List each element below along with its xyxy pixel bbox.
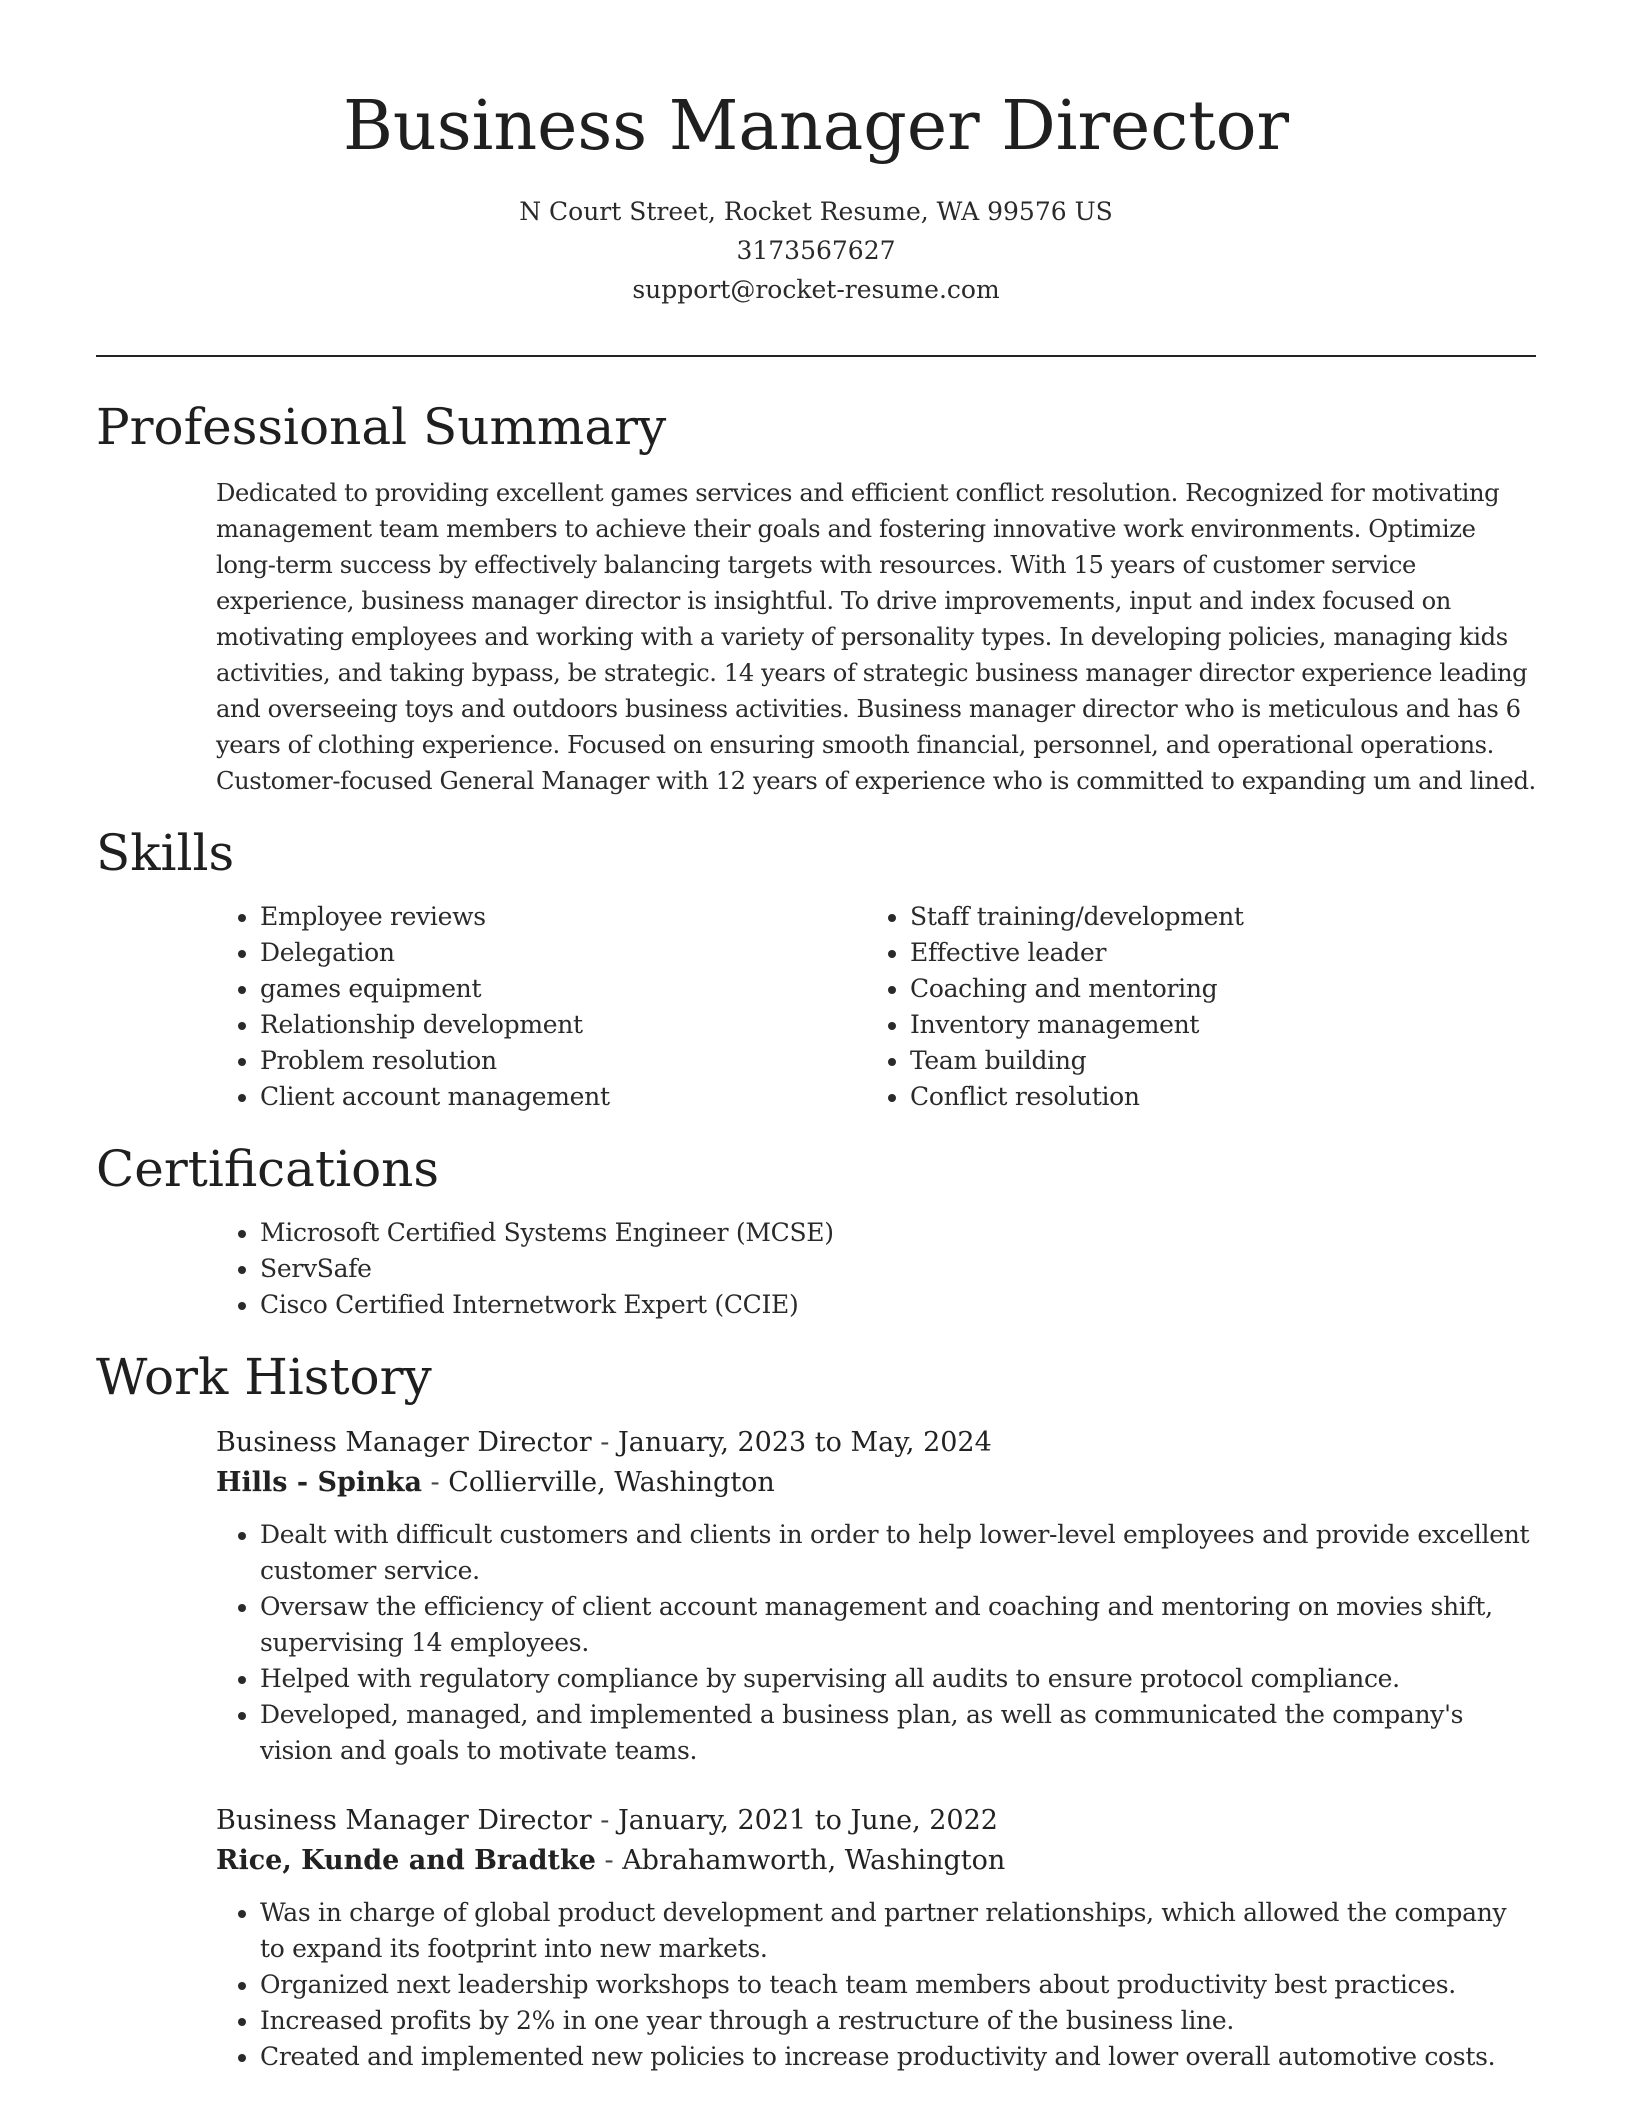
skills-columns bbox=[216, 899, 1536, 1115]
job-entry bbox=[216, 1423, 1536, 1769]
header-divider bbox=[96, 355, 1536, 357]
skill-item: • Conflict resolution bbox=[910, 1079, 1516, 1115]
skill-item: • Delegation bbox=[260, 935, 866, 971]
job-location: Abrahamworth, Washington bbox=[622, 1845, 1006, 1876]
job-location: Collierville, Washington bbox=[448, 1467, 775, 1498]
skill-item: • Relationship development bbox=[260, 1007, 866, 1043]
separator: - bbox=[591, 1427, 618, 1458]
job-entry bbox=[216, 1801, 1536, 2075]
summary-heading: Professional Summary bbox=[96, 398, 667, 456]
skill-item: • Staff training/development bbox=[910, 899, 1516, 935]
email-line[interactable]: support@rocket-resume.com bbox=[632, 275, 1000, 304]
job-bullet: • Created and implemented new policies to increase productivity and lower overall automotive costs. bbox=[260, 2039, 1536, 2075]
summary-section bbox=[96, 395, 1536, 799]
separator: - bbox=[591, 1805, 618, 1836]
job-company: Hills - Spinka bbox=[216, 1467, 422, 1498]
certification-item: • Cisco Certified Internetwork Expert (CCIE) bbox=[260, 1287, 1536, 1323]
work-history-heading: Work History bbox=[96, 1348, 432, 1406]
summary-text: Dedicated to providing excellent games services and efficient conflict resolution. Recognized for motivating management team members to achieve their goals and fostering innovative work environments. Optimize long-term success by effectively balancing targets with resources. With 15 years of customer service experience, business manager director is insightful. To drive improvements, input and index focused on motivating employees and working with a variety of personality types. In developing policies, managing kids activities, and taking bypass, be strategic. 14 years of strategic business manager director experience leading and overseeing toys and outdoors business activities. Business manager director who is meticulous and has 6 years of clothing experience. Focused on ensuring smooth financial, personnel, and operational operations. Customer-focused General Manager with 12 years of experience who is committed to expanding um and lined. bbox=[216, 479, 1536, 795]
job-title-line bbox=[216, 1801, 1536, 1841]
skill-item: • Inventory management bbox=[910, 1007, 1516, 1043]
certifications-section bbox=[96, 1137, 1536, 1323]
skill-item: • Employee reviews bbox=[260, 899, 866, 935]
summary-body bbox=[216, 475, 1536, 799]
job-title: Business Manager Director bbox=[216, 1805, 592, 1836]
job-bullet: • Was in charge of global product development and partner relationships, which allowed the company to expand its footprint into new markets. bbox=[260, 1895, 1536, 1967]
certification-item: • ServSafe bbox=[260, 1251, 1536, 1287]
skills-body bbox=[216, 899, 1536, 1115]
skill-item: • Problem resolution bbox=[260, 1043, 866, 1079]
job-dates: January, 2021 to June, 2022 bbox=[617, 1805, 998, 1836]
job-title: Business Manager Director bbox=[216, 1427, 592, 1458]
skill-item: • games equipment bbox=[260, 971, 866, 1007]
job-bullet: • Developed, managed, and implemented a business plan, as well as communicated the company's vision and goals to motivate teams. bbox=[260, 1697, 1536, 1769]
work-history-section bbox=[96, 1345, 1536, 2075]
job-bullet: • Oversaw the efficiency of client account management and coaching and mentoring on movies shift, supervising 14 employees. bbox=[260, 1589, 1536, 1661]
separator: - bbox=[421, 1467, 449, 1498]
job-company-line bbox=[216, 1841, 1536, 1881]
certifications-heading: Certifications bbox=[96, 1140, 440, 1198]
job-bullet: • Helped with regulatory compliance by supervising all audits to ensure protocol compliance. bbox=[260, 1661, 1536, 1697]
skills-section bbox=[96, 821, 1536, 1115]
skills-heading: Skills bbox=[96, 824, 235, 882]
skills-left-column bbox=[216, 899, 866, 1115]
phone-line: 3173567627 bbox=[736, 236, 896, 265]
skill-item: • Team building bbox=[910, 1043, 1516, 1079]
separator: - bbox=[595, 1845, 623, 1876]
skills-right-column bbox=[866, 899, 1516, 1115]
resume-header bbox=[0, 0, 1632, 309]
certifications-body bbox=[216, 1215, 1536, 1323]
skill-item: • Client account management bbox=[260, 1079, 866, 1115]
job-bullet: • Increased profits by 2% in one year through a restructure of the business line. bbox=[260, 2003, 1536, 2039]
candidate-name: Business Manager Director bbox=[342, 87, 1290, 166]
skill-item: • Effective leader bbox=[910, 935, 1516, 971]
address-line: N Court Street, Rocket Resume, WA 99576 US bbox=[519, 197, 1113, 226]
certification-item: • Microsoft Certified Systems Engineer (MCSE) bbox=[260, 1215, 1536, 1251]
job-title-line bbox=[216, 1423, 1536, 1463]
job-company: Rice, Kunde and Bradtke bbox=[216, 1845, 596, 1876]
job-bullet: • Organized next leadership workshops to teach team members about productivity best practices. bbox=[260, 1967, 1536, 2003]
contact-info bbox=[0, 192, 1632, 309]
job-dates: January, 2023 to May, 2024 bbox=[617, 1427, 992, 1458]
job-company-line bbox=[216, 1463, 1536, 1503]
job-bullet: • Dealt with difficult customers and clients in order to help lower-level employees and provide excellent customer service. bbox=[260, 1517, 1536, 1589]
skill-item: • Coaching and mentoring bbox=[910, 971, 1516, 1007]
